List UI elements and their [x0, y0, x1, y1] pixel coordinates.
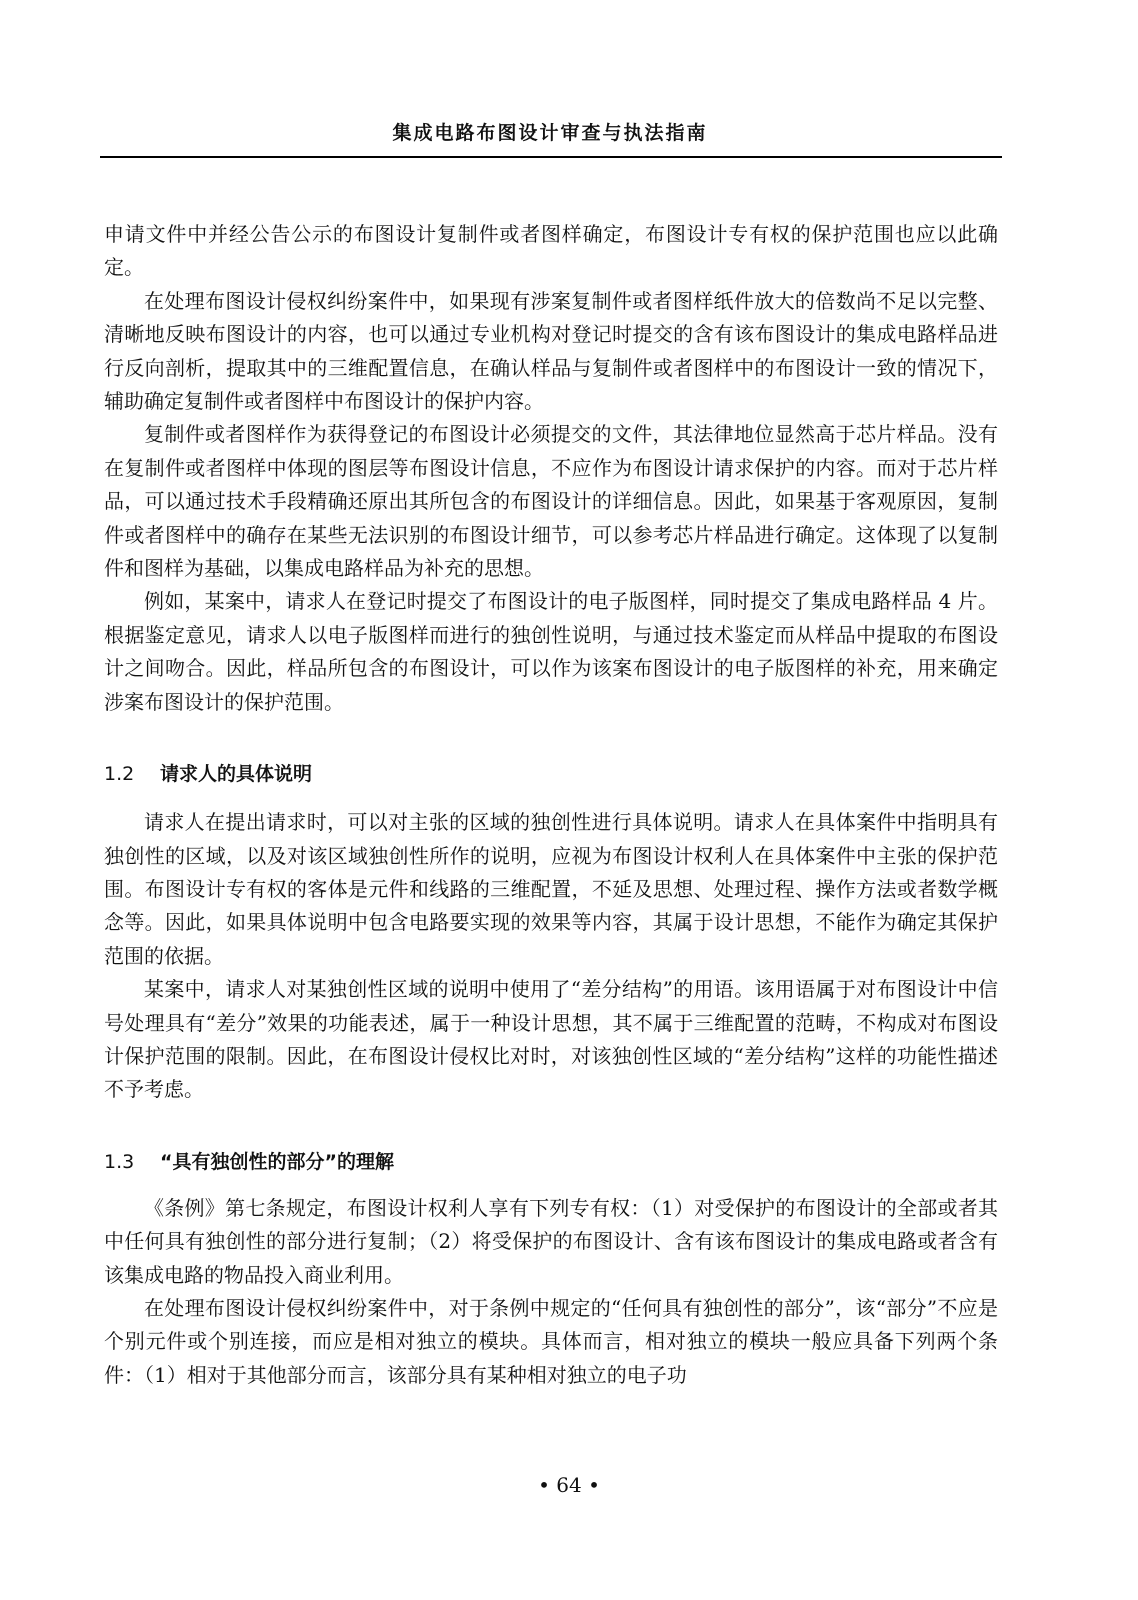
header-rule [100, 156, 1002, 158]
paragraph: 复制件或者图样作为获得登记的布图设计必须提交的文件，其法律地位显然高于芯片样品。没有在复制件或者图样中体现的图层等布图设计信息，不应作为布图设计请求保护的内容。而对于芯片样品，可以通过技术手段精确还原出其所包含的布图设计的详细信息。因此，如果基于客观原因，复制件或者图样中的确存在某些无法识别的布图设计细节，可以参考芯片样品进行确定。这体现了以复制件和图样为基础，以集成电路样品为补充的思想。 [104, 422, 998, 581]
paragraph: 申请文件中并经公告公示的布图设计复制件或者图样确定，布图设计专有权的保护范围也应以此确定。 [104, 222, 998, 280]
paragraph: 在处理布图设计侵权纠纷案件中，如果现有涉案复制件或者图样纸件放大的倍数尚不足以完整、清晰地反映布图设计的内容，也可以通过专业机构对登记时提交的含有该布图设计的集成电路样品进行反向剖析，提取其中的三维配置信息，在确认样品与复制件或者图样中的布图设计一致的情况下，辅助确定复制件或者图样中布图设计的保护内容。 [104, 288, 998, 414]
section-number: 1.3 [104, 1150, 135, 1173]
section-number: 1.2 [104, 763, 135, 786]
section-heading-1-2 [104, 759, 998, 786]
paragraph: 某案中，请求人对某独创性区域的说明中使用了“差分结构”的用语。该用语属于对布图设计中信号处理具有“差分”效果的功能表述，属于一种设计思想，其不属于三维配置的范畴，不构成对布图设计保护范围的限制。因此，在布图设计侵权比对时，对该独创性区域的“差分结构”这样的功能性描述不予考虑。 [104, 977, 998, 1102]
section-title: 请求人的具体说明 [160, 763, 313, 786]
running-title: 集成电路布图设计审查与执法指南 [392, 122, 708, 144]
page-body [104, 218, 998, 1392]
paragraph: 在处理布图设计侵权纠纷案件中，对于条例中规定的“任何具有独创性的部分”，该“部分”不应是个别元件或个别连接，而应是相对独立的模块。具体而言，相对独立的模块一般应具备下列两个条件：（1）相对于其他部分而言，该部分具有某种相对独立的电子功 [104, 1295, 998, 1387]
section-title: “具有独创性的部分”的理解 [160, 1150, 394, 1173]
paragraph: 《条例》第七条规定，布图设计权利人享有下列专有权：（1）对受保护的布图设计的全部或者其中任何具有独创性的部分进行复制；（2）将受保护的布图设计、含有该布图设计的集成电路或者含有该集成电路的物品投入商业利用。 [104, 1195, 998, 1287]
page-number: • 64 • [538, 1473, 600, 1497]
paragraph: 请求人在提出请求时，可以对主张的区域的独创性进行具体说明。请求人在具体案件中指明具有独创性的区域，以及对该区域独创性所作的说明，应视为布图设计权利人在具体案件中主张的保护范围。布图设计专有权的客体是元件和线路的三维配置，不延及思想、处理过程、操作方法或者数学概念等。因此，如果具体说明中包含电路要实现的效果等内容，其属于设计思想，不能作为确定其保护范围的依据。 [104, 810, 998, 968]
section-heading-1-3 [104, 1147, 998, 1174]
paragraph: 例如，某案中，请求人在登记时提交了布图设计的电子版图样，同时提交了集成电路样品 4 片。根据鉴定意见，请求人以电子版图样而进行的独创性说明，与通过技术鉴定而从样品中提取的布图设计之间吻合。因此，样品所包含的布图设计，可以作为该案布图设计的电子版图样的补充，用来确定涉案布图设计的保护范围。 [104, 589, 998, 714]
